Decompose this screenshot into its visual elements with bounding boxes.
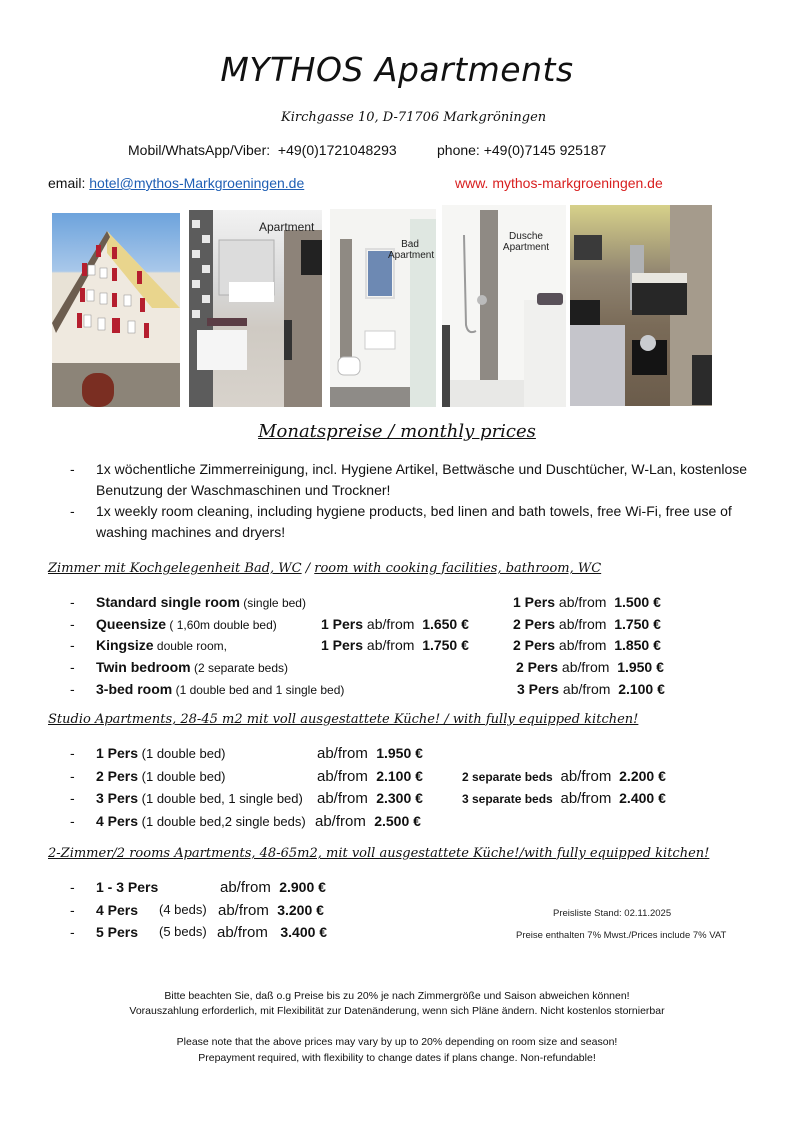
from-label: ab/from bbox=[317, 790, 368, 808]
mobile-label: Mobil/WhatsApp/Viber: bbox=[128, 142, 271, 158]
room-name-cell bbox=[96, 637, 227, 653]
studio-name-cell bbox=[96, 790, 303, 806]
persons: 5 Pers bbox=[96, 924, 139, 940]
bullet-dash: - bbox=[70, 879, 75, 895]
bullet-dash: - bbox=[70, 594, 75, 610]
bullet-dash: - bbox=[70, 637, 75, 654]
bullet-dash: - bbox=[70, 680, 75, 697]
address: Kirchgasse 10, D-71706 Markgröningen bbox=[281, 110, 547, 125]
price: 1.650 € bbox=[422, 615, 469, 632]
from-label: ab/from bbox=[558, 659, 610, 676]
prices-title: Monatspreise / monthly prices bbox=[258, 421, 536, 442]
persons: 3 Pers bbox=[517, 680, 560, 697]
room-name: Queensize bbox=[96, 615, 167, 632]
phone-label: phone: bbox=[437, 142, 480, 158]
room-row bbox=[70, 616, 690, 638]
rooms-heading-en: room with cooking facilities, bathroom, WC bbox=[314, 561, 602, 576]
two-room-row bbox=[70, 924, 390, 947]
studio-desc: (1 double bed) bbox=[138, 746, 226, 761]
price-option-2 bbox=[516, 659, 664, 675]
price: 2.300 € bbox=[376, 790, 423, 807]
studio-price-cell bbox=[317, 745, 423, 762]
persons: 1 Pers bbox=[321, 615, 364, 632]
two-room-price-cell bbox=[218, 902, 324, 919]
studio-desc: (1 double bed,2 single beds) bbox=[138, 814, 306, 830]
studio-row bbox=[70, 790, 710, 813]
beds-desc: (4 beds) bbox=[159, 901, 207, 917]
price: 1.500 € bbox=[614, 594, 661, 610]
persons: 2 Pers bbox=[513, 637, 556, 654]
two-rooms-price-list bbox=[70, 879, 390, 947]
room-name: Kingsize bbox=[96, 637, 154, 654]
beds-desc: (5 beds) bbox=[159, 924, 207, 939]
phone-contact bbox=[437, 142, 606, 158]
footer-de-line-2: Vorauszahlung erforderlich, mit Flexibilität zur Datenänderung, wenn sich Pläne ändern. Nicht kostenlos stornierbar bbox=[129, 1005, 665, 1017]
room-desc: double room, bbox=[153, 639, 227, 654]
photo-bedroom-living bbox=[570, 205, 712, 406]
price: 2.900 € bbox=[279, 879, 326, 895]
price: 1.850 € bbox=[614, 637, 661, 654]
persons: 2 Pers bbox=[96, 767, 139, 784]
bullet-dash: - bbox=[70, 745, 75, 761]
bedroom-illustration bbox=[570, 205, 712, 406]
bullet-dash: - bbox=[70, 813, 75, 830]
price: 3.400 € bbox=[280, 924, 328, 940]
price-option-1 bbox=[321, 637, 469, 653]
email-label: email: bbox=[48, 175, 86, 191]
photo-caption: Apartment bbox=[259, 220, 315, 234]
from-label: ab/from bbox=[217, 924, 268, 941]
photo-bathroom bbox=[330, 209, 436, 407]
price: 2.400 € bbox=[619, 790, 666, 807]
price-option-2 bbox=[517, 681, 665, 697]
studio-alt-price-cell bbox=[462, 768, 666, 785]
rooms-price-list bbox=[70, 594, 690, 702]
room-desc: (single bed) bbox=[239, 596, 306, 610]
two-rooms-heading: 2-Zimmer/2 rooms Apartments, 48-65m2, mit voll ausgestattete Küche!/with fully equipped kitchen! bbox=[48, 846, 710, 861]
studio-row bbox=[70, 745, 710, 768]
bullet-dash: - bbox=[70, 615, 75, 632]
studios-price-list bbox=[70, 745, 710, 836]
bullet-dash: - bbox=[70, 901, 75, 918]
persons: 1 Pers bbox=[321, 637, 364, 654]
price: 3.200 € bbox=[277, 901, 324, 918]
email-row bbox=[48, 175, 304, 191]
price: 1.750 € bbox=[422, 637, 469, 654]
room-name-cell bbox=[96, 594, 306, 610]
from-label: ab/from bbox=[218, 901, 269, 919]
bullet-dash: - bbox=[70, 503, 75, 519]
alt-beds-label: 2 separate beds bbox=[462, 769, 553, 784]
studio-price-cell bbox=[317, 790, 423, 807]
from-label: ab/from bbox=[220, 879, 271, 896]
price: 2.500 € bbox=[374, 813, 421, 830]
list-item bbox=[70, 459, 760, 501]
two-room-price-cell bbox=[220, 879, 326, 896]
from-label: ab/from bbox=[559, 680, 611, 697]
two-room-row bbox=[70, 879, 390, 902]
bullet-dash: - bbox=[70, 924, 75, 940]
rooms-heading-de: Zimmer mit Kochgelegenheit Bad, WC bbox=[48, 561, 302, 576]
photo-caption: Bad Apartment bbox=[388, 239, 435, 261]
price-option-2 bbox=[513, 637, 661, 653]
studio-name-cell bbox=[96, 768, 226, 784]
room-name-cell bbox=[96, 616, 277, 632]
bullet-text: 1x wöchentliche Zimmerreinigung, incl. Hygiene Artikel, Bettwäsche und Duschtücher, W-Lan, kostenlose Benutzung der Waschmaschinen und Trockner! bbox=[96, 461, 748, 498]
studio-row bbox=[70, 768, 710, 791]
two-room-row bbox=[70, 902, 390, 925]
room-name-cell bbox=[96, 659, 288, 675]
persons: 1 Pers bbox=[96, 745, 139, 761]
room-desc: (2 separate beds) bbox=[190, 661, 289, 676]
photo-building-exterior bbox=[52, 213, 180, 407]
studio-desc: (1 double bed) bbox=[138, 768, 226, 784]
included-services-list bbox=[70, 459, 760, 543]
from-label: ab/from bbox=[363, 637, 415, 654]
studio-row bbox=[70, 813, 710, 836]
footer-en-line-2: Prepayment required, with flexibility to change dates if plans change. Non-refundable! bbox=[198, 1052, 596, 1064]
from-label: ab/from bbox=[317, 745, 368, 762]
price-option-2 bbox=[513, 594, 661, 610]
room-name: Twin bedroom bbox=[96, 659, 191, 676]
room-name: Standard single room bbox=[96, 594, 240, 610]
price: 1.950 € bbox=[617, 659, 664, 676]
mobile-number: +49(0)1721048293 bbox=[277, 142, 397, 158]
rooms-heading bbox=[48, 561, 601, 576]
studio-price-cell bbox=[315, 813, 421, 830]
footer-de-line-1: Bitte beachten Sie, daß o.g Preise bis zu 20% je nach Zimmergröße und Saison abweichen können! bbox=[164, 990, 630, 1002]
phone-number: +49(0)7145 925187 bbox=[483, 142, 607, 158]
rooms-heading-separator: / bbox=[301, 561, 315, 576]
from-label: ab/from bbox=[317, 767, 368, 785]
room-name-cell bbox=[96, 681, 344, 697]
price-option-2 bbox=[513, 616, 661, 632]
from-label: ab/from bbox=[560, 767, 612, 785]
persons: 4 Pers bbox=[96, 901, 139, 918]
bullet-text: 1x weekly room cleaning, including hygiene products, bed linen and bath towels, free Wi-Fi, free use of washing machines and dryers! bbox=[96, 503, 732, 540]
building-illustration bbox=[52, 213, 180, 407]
persons: 2 Pers bbox=[516, 659, 559, 676]
persons: 2 Pers bbox=[513, 615, 556, 632]
room-desc: (1 double bed and 1 single bed) bbox=[172, 682, 345, 697]
price-option-1 bbox=[321, 616, 469, 632]
bullet-dash: - bbox=[70, 659, 75, 676]
studio-name-cell bbox=[96, 745, 226, 761]
room-desc: ( 1,60m double bed) bbox=[166, 617, 277, 632]
photo-shower bbox=[442, 205, 566, 407]
price: 2.100 € bbox=[376, 767, 423, 784]
room-row bbox=[70, 659, 690, 681]
from-label: ab/from bbox=[555, 615, 607, 632]
persons: 3 Pers bbox=[96, 790, 139, 807]
persons: 4 Pers bbox=[96, 813, 139, 830]
price: 1.750 € bbox=[614, 615, 661, 632]
mobile-contact bbox=[128, 142, 397, 158]
price-list-date: Preisliste Stand: 02.11.2025 bbox=[553, 908, 672, 919]
bullet-dash: - bbox=[70, 790, 75, 807]
kitchen-illustration bbox=[189, 210, 322, 407]
from-label: ab/from bbox=[363, 615, 415, 632]
persons: 1 Pers bbox=[513, 594, 556, 610]
room-row bbox=[70, 637, 690, 659]
studio-name-cell bbox=[96, 813, 306, 829]
email-link[interactable]: hotel@mythos-Markgroeningen.de bbox=[89, 175, 305, 191]
website-link[interactable]: www. mythos-markgroeningen.de bbox=[455, 175, 663, 191]
two-room-price-cell bbox=[217, 924, 327, 941]
persons: 1 - 3 Pers bbox=[96, 879, 159, 895]
alt-beds-label: 3 separate beds bbox=[462, 792, 553, 807]
bullet-dash: - bbox=[70, 767, 75, 784]
price: 1.950 € bbox=[376, 745, 423, 761]
from-label: ab/from bbox=[555, 637, 607, 654]
from-label: ab/from bbox=[315, 813, 366, 831]
vat-note: Preise enthalten 7% Mwst./Prices include 7% VAT bbox=[516, 930, 727, 941]
footer-en-line-1: Please note that the above prices may vary by up to 20% depending on room size and season! bbox=[176, 1036, 618, 1048]
studio-desc: (1 double bed, 1 single bed) bbox=[138, 791, 303, 807]
from-label: ab/from bbox=[555, 594, 607, 610]
from-label: ab/from bbox=[560, 790, 612, 808]
photo-caption: Dusche Apartment bbox=[502, 231, 550, 253]
price: 2.200 € bbox=[619, 767, 666, 784]
room-name: 3-bed room bbox=[96, 680, 173, 697]
studio-price-cell bbox=[317, 768, 423, 785]
room-row bbox=[70, 594, 690, 616]
studios-heading: Studio Apartments, 28-45 m2 mit voll ausgestattete Küche! / with fully equipped kitchen! bbox=[48, 712, 639, 727]
studio-alt-price-cell bbox=[462, 790, 666, 807]
photo-apartment-kitchen bbox=[189, 210, 322, 407]
bullet-dash: - bbox=[70, 461, 75, 477]
price: 2.100 € bbox=[618, 680, 665, 697]
document-title: MYTHOS Apartments bbox=[220, 50, 574, 89]
room-row bbox=[70, 681, 690, 703]
list-item bbox=[70, 501, 760, 543]
